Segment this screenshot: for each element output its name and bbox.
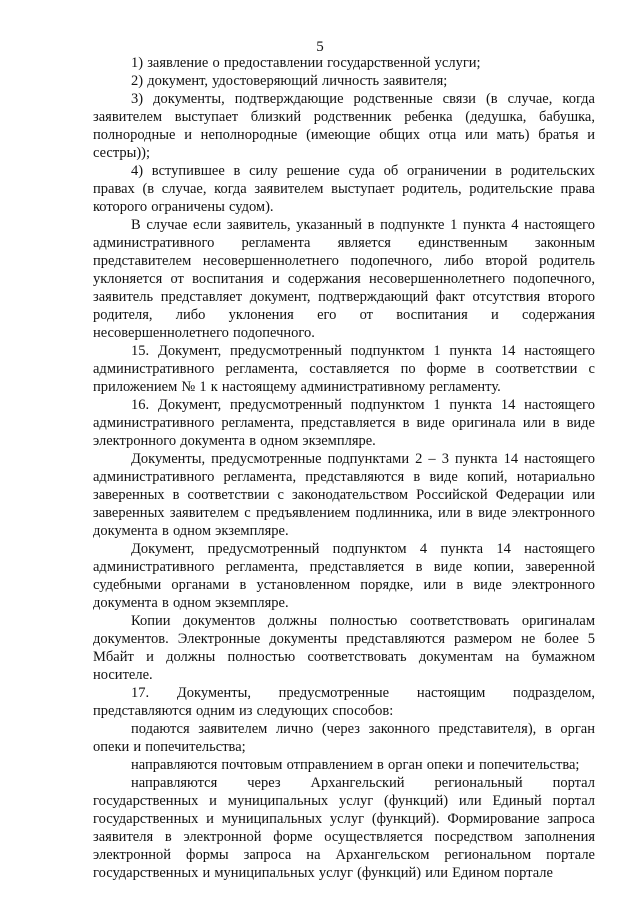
paragraph-submit-in-person: подаются заявителем лично (через законного представителя), в орган опеки и попечительства; xyxy=(93,721,595,755)
paragraph-submit-via-portal: направляются через Архангельский региональный портал государственных и муниципальных услуг (функций) или Единый портал государственных и муниципальных услуг (функций). Формирование запроса заявителя в электронной форме осуществляется посредством заполнения электронной формы запроса на Архангельском региональном портале государственных и муниципальных услуг (функций) или Едином портале xyxy=(93,775,595,881)
list-item-application: 1) заявление о предоставлении государственной услуги; xyxy=(131,55,481,71)
paragraph-submit-by-post: направляются почтовым отправлением в орган опеки и попечительства; xyxy=(131,757,580,773)
paragraph-clause-15: 15. Документ, предусмотренный подпунктом 1 пункта 14 настоящего административного регламента, составляется по форме в соответствии с приложением № 1 к настоящему административному регламенту. xyxy=(93,343,595,395)
paragraph-sole-representative: В случае если заявитель, указанный в подпункте 1 пункта 4 настоящего административного регламента является единственным законным представителем несовершеннолетнего подопечного, либо второй родитель уклоняется от воспитания и содержания несовершеннолетнего подопечного, заявитель представляет документ, подтверждающий факт отсутствия второго родителя, либо уклонения его от воспитания и содержания несовершеннолетнего подопечного. xyxy=(93,217,595,341)
paragraph-clause-16: 16. Документ, предусмотренный подпунктом 1 пункта 14 настоящего административного регламента, представляется в виде оригинала или в виде электронного документа в одном экземпляре. xyxy=(93,397,595,449)
paragraph-clause-17: 17. Документы, предусмотренные настоящим подразделом, представляются одним из следующих способов: xyxy=(93,685,595,719)
list-item-identity-document: 2) документ, удостоверяющий личность заявителя; xyxy=(131,73,448,89)
paragraph-copy-4: Документ, предусмотренный подпунктом 4 пункта 14 настоящего административного регламента, представляется в виде копии, заверенной судебными органами в установленном порядке, или в виде электронного документа в одном экземпляре. xyxy=(93,541,595,611)
paragraph-electronic-documents: Копии документов должны полностью соответствовать оригиналам документов. Электронные документы представляются размером не более 5 Мбайт и должны полностью соответствовать документам на бумажном носителе. xyxy=(93,613,595,683)
list-item-court-decision: 4) вступившее в силу решение суда об ограничении в родительских правах (в случае, когда заявителем выступает родитель, родительские права которого ограничены судом). xyxy=(93,163,595,215)
page-number: 5 xyxy=(316,39,324,55)
document-body xyxy=(93,54,595,882)
paragraph-copies-2-3: Документы, предусмотренные подпунктами 2 – 3 пункта 14 настоящего административного регламента, представляются в виде копий, нотариально заверенных в соответствии с законодательством Российской Федерации или заверенных заявителем с предъявлением подлинника, или в виде электронного документа в одном экземпляре. xyxy=(93,451,595,539)
list-item-kinship-documents: 3) документы, подтверждающие родственные связи (в случае, когда заявителем выступает близкий родственник ребенка (дедушка, бабушка, полнородные и неполнородные (имеющие общих отца или мать) братья и сестры)); xyxy=(93,91,595,161)
